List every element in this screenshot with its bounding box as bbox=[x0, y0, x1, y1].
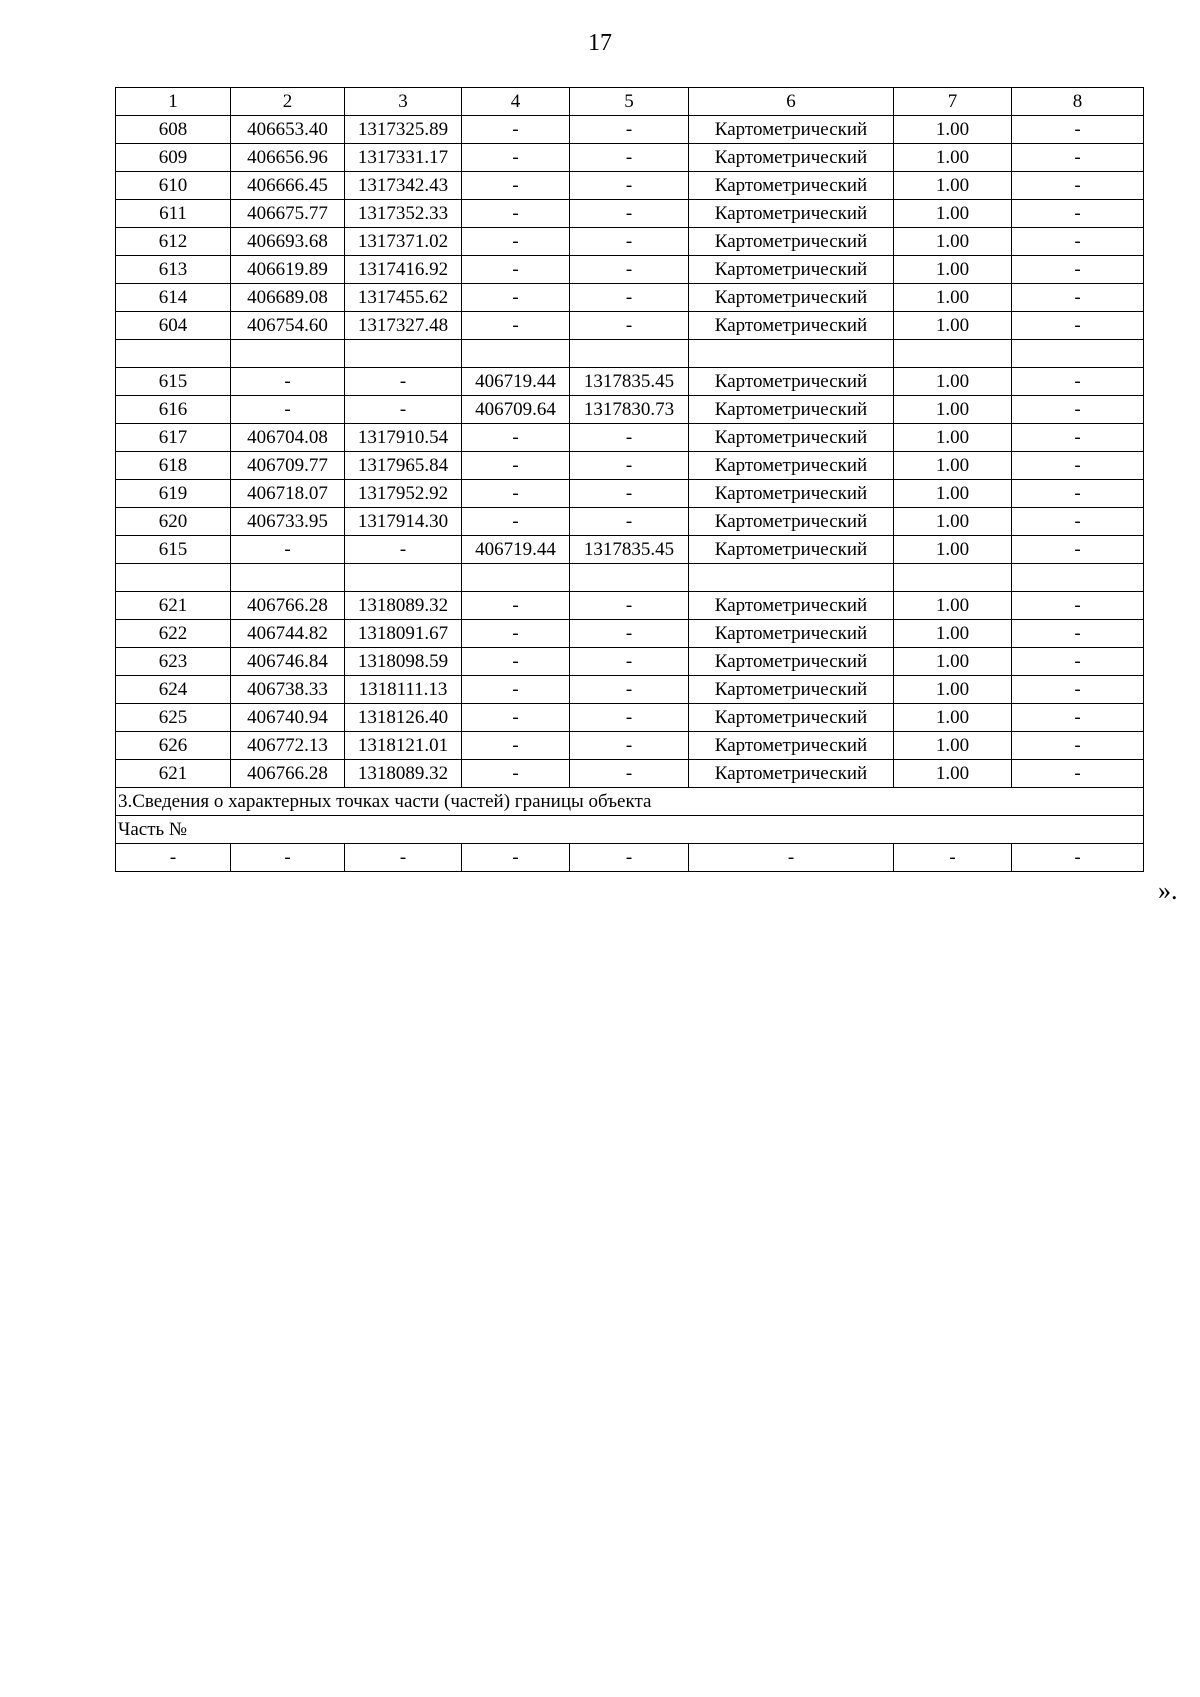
table-cell: 1.00 bbox=[894, 452, 1012, 480]
table-cell: - bbox=[462, 200, 570, 228]
table-cell: 406666.45 bbox=[231, 172, 345, 200]
part-data-row bbox=[116, 844, 1144, 872]
table-cell: 1.00 bbox=[894, 732, 1012, 760]
table-cell: 624 bbox=[116, 676, 231, 704]
table-cell bbox=[116, 564, 231, 592]
table-cell: 604 bbox=[116, 312, 231, 340]
section-title: 3.Сведения о характерных точках части (частей) границы объекта bbox=[116, 788, 1144, 816]
table-cell: 1318089.32 bbox=[345, 760, 462, 788]
table-row bbox=[116, 704, 1144, 732]
table-cell: 1.00 bbox=[894, 676, 1012, 704]
table-cell: - bbox=[462, 144, 570, 172]
table-cell: - bbox=[570, 760, 689, 788]
table-cell: 1317952.92 bbox=[345, 480, 462, 508]
table-cell: 6 bbox=[689, 88, 894, 116]
table-cell: 623 bbox=[116, 648, 231, 676]
table-cell: - bbox=[570, 620, 689, 648]
table-cell: - bbox=[570, 116, 689, 144]
table-cell: 1.00 bbox=[894, 256, 1012, 284]
table-cell: 1.00 bbox=[894, 480, 1012, 508]
table-cell: 406746.84 bbox=[231, 648, 345, 676]
table-cell: Картометрический bbox=[689, 592, 894, 620]
table-cell: - bbox=[462, 620, 570, 648]
table-cell: - bbox=[1012, 676, 1144, 704]
table-cell: - bbox=[462, 256, 570, 284]
table-cell bbox=[231, 340, 345, 368]
closing-quote-mark: ». bbox=[1158, 876, 1178, 905]
table-cell: Картометрический bbox=[689, 536, 894, 564]
table-cell: - bbox=[1012, 592, 1144, 620]
table-cell: - bbox=[570, 144, 689, 172]
page-number: 17 bbox=[588, 30, 612, 56]
table-cell: 1.00 bbox=[894, 760, 1012, 788]
table-separator-row bbox=[116, 340, 1144, 368]
table-cell: - bbox=[462, 844, 570, 872]
table-cell: 1317331.17 bbox=[345, 144, 462, 172]
table-cell: Картометрический bbox=[689, 732, 894, 760]
table-cell: 612 bbox=[116, 228, 231, 256]
table-cell: 406772.13 bbox=[231, 732, 345, 760]
table-cell: 406766.28 bbox=[231, 760, 345, 788]
table-cell: 611 bbox=[116, 200, 231, 228]
table-cell: - bbox=[1012, 200, 1144, 228]
table-cell: 1317342.43 bbox=[345, 172, 462, 200]
table-cell: 406709.64 bbox=[462, 396, 570, 424]
table-cell: 406738.33 bbox=[231, 676, 345, 704]
table-cell: 616 bbox=[116, 396, 231, 424]
table-cell: - bbox=[570, 424, 689, 452]
table-cell: 615 bbox=[116, 368, 231, 396]
table-cell: 1318098.59 bbox=[345, 648, 462, 676]
table-cell: Картометрический bbox=[689, 508, 894, 536]
table-cell: 7 bbox=[894, 88, 1012, 116]
table-cell: Картометрический bbox=[689, 648, 894, 676]
table-cell: 1317455.62 bbox=[345, 284, 462, 312]
table-cell: 406709.77 bbox=[231, 452, 345, 480]
table-cell: 406656.96 bbox=[231, 144, 345, 172]
table-cell: - bbox=[570, 508, 689, 536]
table-cell bbox=[894, 340, 1012, 368]
table-header-row bbox=[116, 88, 1144, 116]
table-cell: 1318111.13 bbox=[345, 676, 462, 704]
table-cell: Картометрический bbox=[689, 480, 894, 508]
table-cell: - bbox=[462, 760, 570, 788]
table-cell bbox=[570, 564, 689, 592]
table-cell bbox=[345, 564, 462, 592]
table-cell: - bbox=[570, 452, 689, 480]
table-cell: 1318089.32 bbox=[345, 592, 462, 620]
table-cell: - bbox=[116, 844, 231, 872]
table-row bbox=[116, 424, 1144, 452]
table-cell: - bbox=[462, 508, 570, 536]
table-cell: 614 bbox=[116, 284, 231, 312]
table-cell: 1317835.45 bbox=[570, 536, 689, 564]
table-cell: 406766.28 bbox=[231, 592, 345, 620]
table-cell: - bbox=[462, 676, 570, 704]
table-cell: 626 bbox=[116, 732, 231, 760]
table-cell: 1.00 bbox=[894, 536, 1012, 564]
table-cell: Картометрический bbox=[689, 228, 894, 256]
table-row bbox=[116, 620, 1144, 648]
section-title-row bbox=[116, 788, 1144, 816]
table-cell: Картометрический bbox=[689, 144, 894, 172]
table-cell: 1.00 bbox=[894, 368, 1012, 396]
table-cell: 1.00 bbox=[894, 592, 1012, 620]
table-cell: 406744.82 bbox=[231, 620, 345, 648]
table-cell: 615 bbox=[116, 536, 231, 564]
table-cell: - bbox=[1012, 620, 1144, 648]
table-row bbox=[116, 144, 1144, 172]
table-cell: - bbox=[1012, 116, 1144, 144]
table-cell: 406693.68 bbox=[231, 228, 345, 256]
table-row bbox=[116, 284, 1144, 312]
table-row bbox=[116, 396, 1144, 424]
table-cell: 1318091.67 bbox=[345, 620, 462, 648]
table-cell bbox=[1012, 340, 1144, 368]
table-cell: - bbox=[1012, 284, 1144, 312]
table-cell bbox=[894, 564, 1012, 592]
table-cell: - bbox=[570, 284, 689, 312]
table-cell: - bbox=[1012, 732, 1144, 760]
table-cell: 1317914.30 bbox=[345, 508, 462, 536]
table-row bbox=[116, 536, 1144, 564]
table-cell: 406718.07 bbox=[231, 480, 345, 508]
table-cell: - bbox=[462, 312, 570, 340]
table-cell bbox=[345, 340, 462, 368]
table-cell: - bbox=[570, 312, 689, 340]
table-cell: - bbox=[231, 536, 345, 564]
table-cell: - bbox=[570, 592, 689, 620]
table-cell: 1318121.01 bbox=[345, 732, 462, 760]
table-cell: - bbox=[570, 200, 689, 228]
table-row bbox=[116, 648, 1144, 676]
table-cell: - bbox=[570, 676, 689, 704]
table-cell: 1317327.48 bbox=[345, 312, 462, 340]
table-cell: - bbox=[462, 592, 570, 620]
table-cell: - bbox=[1012, 256, 1144, 284]
table-cell: 1.00 bbox=[894, 508, 1012, 536]
coordinates-table-body bbox=[116, 88, 1144, 872]
table-cell: - bbox=[231, 844, 345, 872]
table-cell: 1.00 bbox=[894, 620, 1012, 648]
table-cell: - bbox=[570, 480, 689, 508]
table-cell bbox=[689, 340, 894, 368]
table-cell: - bbox=[1012, 844, 1144, 872]
table-cell: 617 bbox=[116, 424, 231, 452]
table-row bbox=[116, 200, 1144, 228]
table-cell bbox=[116, 340, 231, 368]
table-cell: 1.00 bbox=[894, 312, 1012, 340]
table-cell: Картометрический bbox=[689, 424, 894, 452]
table-cell: 1317416.92 bbox=[345, 256, 462, 284]
table-cell bbox=[689, 564, 894, 592]
table-cell: Картометрический bbox=[689, 620, 894, 648]
table-cell: Картометрический bbox=[689, 704, 894, 732]
table-cell: 608 bbox=[116, 116, 231, 144]
table-cell: - bbox=[462, 116, 570, 144]
table-cell: - bbox=[1012, 760, 1144, 788]
table-cell: - bbox=[462, 704, 570, 732]
table-cell: 1.00 bbox=[894, 144, 1012, 172]
table-cell: Картометрический bbox=[689, 172, 894, 200]
table-cell: 8 bbox=[1012, 88, 1144, 116]
table-cell: 613 bbox=[116, 256, 231, 284]
table-cell: 618 bbox=[116, 452, 231, 480]
table-cell: 1.00 bbox=[894, 648, 1012, 676]
table-cell: 406675.77 bbox=[231, 200, 345, 228]
table-cell: - bbox=[1012, 480, 1144, 508]
table-cell: 406689.08 bbox=[231, 284, 345, 312]
table-cell: 1317835.45 bbox=[570, 368, 689, 396]
table-cell: 1.00 bbox=[894, 424, 1012, 452]
table-row bbox=[116, 228, 1144, 256]
table-cell: 2 bbox=[231, 88, 345, 116]
table-cell: - bbox=[462, 284, 570, 312]
table-cell: 620 bbox=[116, 508, 231, 536]
table-cell: - bbox=[689, 844, 894, 872]
part-label-row bbox=[116, 816, 1144, 844]
part-label: Часть № bbox=[116, 816, 1144, 844]
table-cell: 406653.40 bbox=[231, 116, 345, 144]
table-cell: - bbox=[231, 396, 345, 424]
table-row bbox=[116, 256, 1144, 284]
table-cell: - bbox=[570, 732, 689, 760]
table-cell: - bbox=[570, 648, 689, 676]
table-cell: - bbox=[462, 228, 570, 256]
table-cell: Картометрический bbox=[689, 368, 894, 396]
table-cell: Картометрический bbox=[689, 116, 894, 144]
table-cell: - bbox=[1012, 648, 1144, 676]
table-cell: - bbox=[1012, 228, 1144, 256]
table-cell: 621 bbox=[116, 760, 231, 788]
table-cell: - bbox=[1012, 452, 1144, 480]
table-cell: - bbox=[1012, 312, 1144, 340]
table-cell: 1.00 bbox=[894, 200, 1012, 228]
table-cell: 406619.89 bbox=[231, 256, 345, 284]
table-cell: 1317830.73 bbox=[570, 396, 689, 424]
table-cell: Картометрический bbox=[689, 396, 894, 424]
table-cell: - bbox=[570, 844, 689, 872]
table-cell: 406740.94 bbox=[231, 704, 345, 732]
table-cell: Картометрический bbox=[689, 312, 894, 340]
table-cell: 3 bbox=[345, 88, 462, 116]
table-cell: 619 bbox=[116, 480, 231, 508]
table-cell: 406704.08 bbox=[231, 424, 345, 452]
table-cell: - bbox=[1012, 172, 1144, 200]
table-cell bbox=[231, 564, 345, 592]
table-cell: 1.00 bbox=[894, 228, 1012, 256]
table-row bbox=[116, 760, 1144, 788]
table-cell: - bbox=[462, 424, 570, 452]
table-row bbox=[116, 452, 1144, 480]
table-cell: 406733.95 bbox=[231, 508, 345, 536]
table-cell: Картометрический bbox=[689, 256, 894, 284]
table-cell: - bbox=[345, 368, 462, 396]
table-cell: - bbox=[1012, 368, 1144, 396]
table-cell: - bbox=[462, 480, 570, 508]
table-cell: - bbox=[1012, 424, 1144, 452]
table-row bbox=[116, 368, 1144, 396]
table-cell: - bbox=[231, 368, 345, 396]
table-cell: 621 bbox=[116, 592, 231, 620]
table-cell: Картометрический bbox=[689, 200, 894, 228]
table-cell: 1.00 bbox=[894, 172, 1012, 200]
table-cell: 610 bbox=[116, 172, 231, 200]
table-cell: 1317965.84 bbox=[345, 452, 462, 480]
table-cell: 5 bbox=[570, 88, 689, 116]
table-row bbox=[116, 480, 1144, 508]
table-cell: 1317910.54 bbox=[345, 424, 462, 452]
table-cell: - bbox=[570, 256, 689, 284]
table-cell bbox=[462, 340, 570, 368]
table-cell: 406719.44 bbox=[462, 368, 570, 396]
table-cell: 1.00 bbox=[894, 284, 1012, 312]
table-cell: - bbox=[1012, 144, 1144, 172]
table-cell bbox=[1012, 564, 1144, 592]
coordinates-table bbox=[115, 87, 1144, 872]
table-cell: 622 bbox=[116, 620, 231, 648]
table-separator-row bbox=[116, 564, 1144, 592]
table-cell: 1.00 bbox=[894, 704, 1012, 732]
table-cell: 1.00 bbox=[894, 116, 1012, 144]
table-cell: 625 bbox=[116, 704, 231, 732]
table-cell: Картометрический bbox=[689, 284, 894, 312]
table-cell: - bbox=[570, 704, 689, 732]
table-cell: - bbox=[1012, 536, 1144, 564]
table-row bbox=[116, 676, 1144, 704]
table-cell: 1.00 bbox=[894, 396, 1012, 424]
table-cell: - bbox=[462, 732, 570, 760]
table-cell: - bbox=[462, 648, 570, 676]
table-cell: - bbox=[894, 844, 1012, 872]
table-cell bbox=[462, 564, 570, 592]
table-cell: - bbox=[345, 536, 462, 564]
table-cell: - bbox=[1012, 508, 1144, 536]
table-cell: 4 bbox=[462, 88, 570, 116]
table-cell: 406754.60 bbox=[231, 312, 345, 340]
table-cell: 609 bbox=[116, 144, 231, 172]
table-row bbox=[116, 172, 1144, 200]
table-row bbox=[116, 116, 1144, 144]
table-cell: 1 bbox=[116, 88, 231, 116]
table-row bbox=[116, 732, 1144, 760]
table-cell: - bbox=[570, 228, 689, 256]
table-cell: - bbox=[345, 396, 462, 424]
table-cell: - bbox=[345, 844, 462, 872]
table-cell: - bbox=[1012, 396, 1144, 424]
table-cell: 1317371.02 bbox=[345, 228, 462, 256]
table-cell: - bbox=[462, 452, 570, 480]
table-cell: 1318126.40 bbox=[345, 704, 462, 732]
table-cell: - bbox=[462, 172, 570, 200]
table-row bbox=[116, 312, 1144, 340]
table-row bbox=[116, 508, 1144, 536]
table-cell: 1317352.33 bbox=[345, 200, 462, 228]
table-cell: 406719.44 bbox=[462, 536, 570, 564]
table-cell: - bbox=[1012, 704, 1144, 732]
table-cell: Картометрический bbox=[689, 760, 894, 788]
table-cell: 1317325.89 bbox=[345, 116, 462, 144]
table-cell: Картометрический bbox=[689, 452, 894, 480]
table-cell bbox=[570, 340, 689, 368]
table-row bbox=[116, 592, 1144, 620]
table-cell: - bbox=[570, 172, 689, 200]
table-cell: Картометрический bbox=[689, 676, 894, 704]
